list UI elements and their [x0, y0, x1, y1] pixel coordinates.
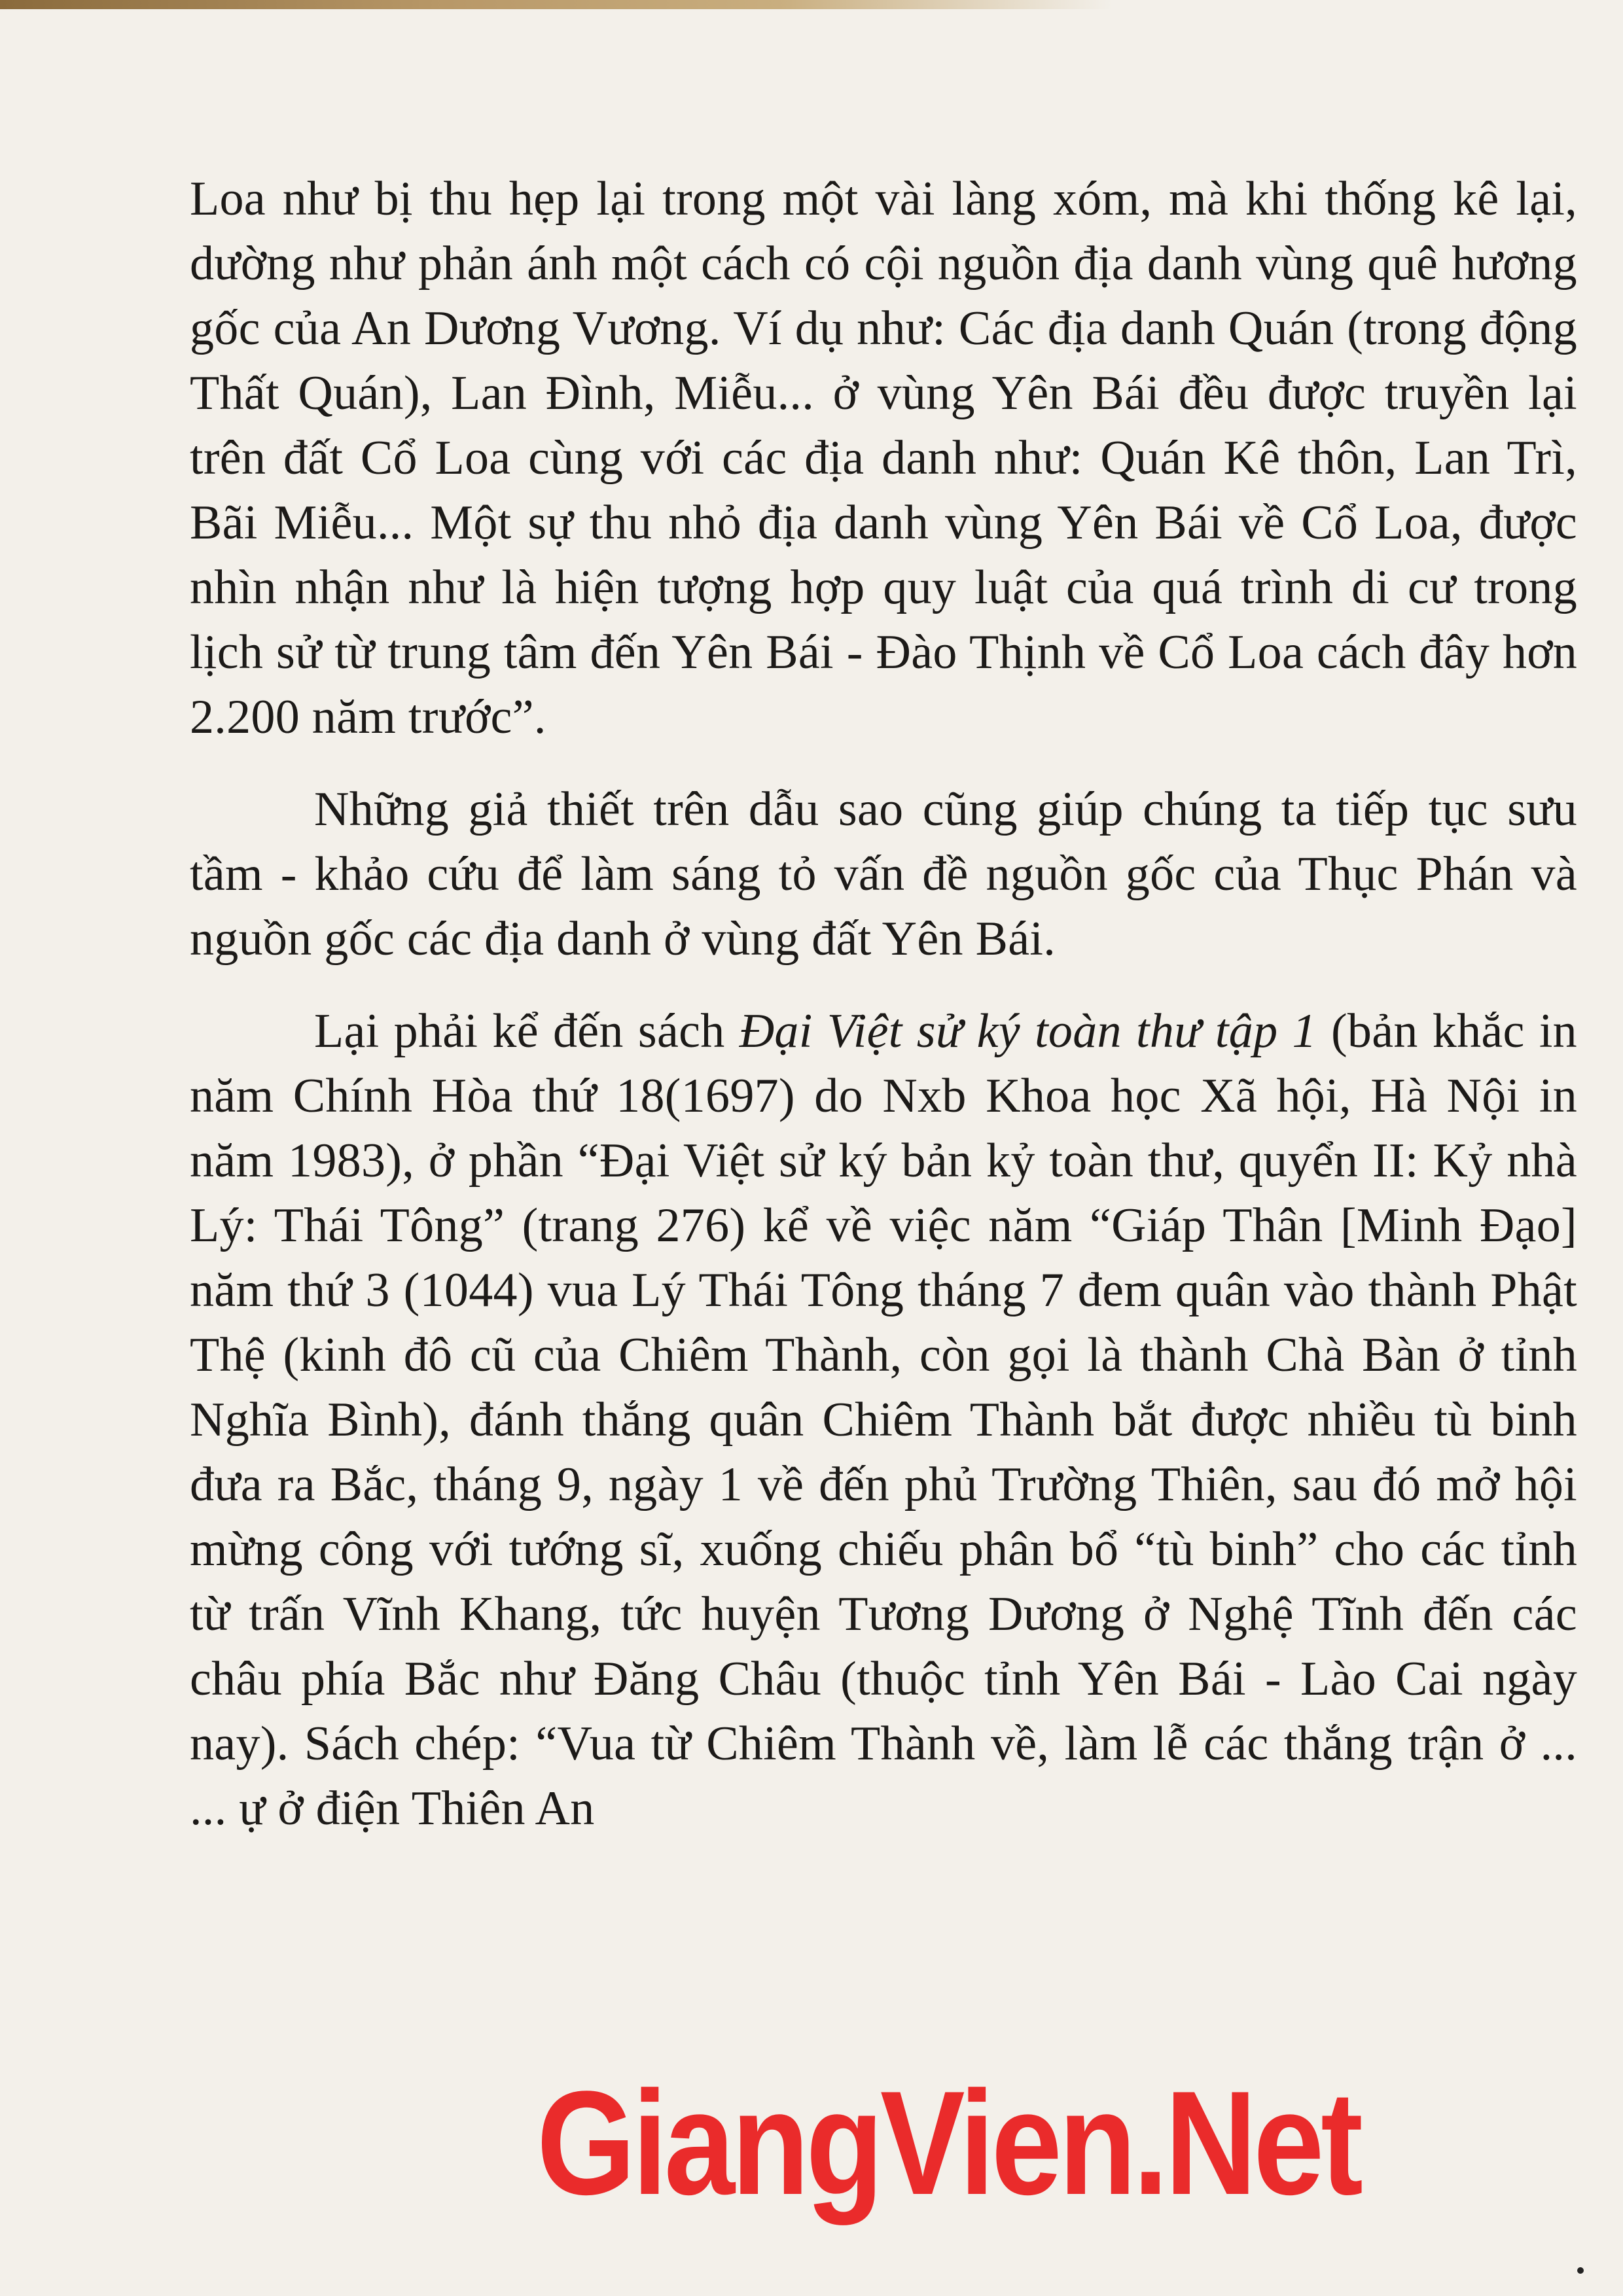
paragraph-2: Những giả thiết trên dẫu sao cũng giúp chúng ta tiếp tục sưu tầm - khảo cứu để làm sáng tỏ vấn đề nguồn gốc của Thục Phán và nguồn gốc các địa danh ở vùng đất Yên Bái. [190, 783, 1577, 966]
document-page [190, 167, 1577, 1841]
paragraph-3-body: (bản khắc in năm Chính Hòa thứ 18(1697) do Nxb Khoa học Xã hội, Hà Nội in năm 1983), ở phần “Đại Việt sử ký bản kỷ toàn thư, quyển II: Kỷ nhà Lý: Thái Tông” (trang 276) kể về việc năm “Giáp Thân [Minh Đạo] năm thứ 3 (1044) vua Lý Thái Tông tháng 7 đem quân vào thành Phật Thệ (kinh đô cũ của Chiêm Thành, còn gọi là thành Chà Bàn ở tỉnh Nghĩa Bình), đánh thắng quân Chiêm Thành bắt được nhiều tù binh đưa ra Bắc, tháng 9, ngày 1 về đến phủ Trường Thiên, sau đó mở hội mừng công với tướng sĩ, xuống chiếu phân bổ “tù binh” cho các tỉnh từ trấn Vĩnh Khang, tức huyện Tương Dương ở Nghệ Tĩnh đến các châu phía Bắc như Đăng Châu (thuộc tỉnh Yên Bái - Lào Cai ngày nay). Sách chép: “Vua từ Chiêm Thành về, làm lễ các thắng trận ở ... ... ự ở điện Thiên An [190, 1004, 1577, 1835]
book-title: Đại Việt sử ký toàn thư tập 1 [739, 1004, 1317, 1058]
watermark-logo: GiangVien.Net [537, 2060, 1360, 2225]
page-mark [1577, 2267, 1584, 2274]
paragraph-3 [190, 999, 1577, 1841]
page-top-edge [0, 0, 1113, 9]
paragraph-1: Loa như bị thu hẹp lại trong một vài làng xóm, mà khi thống kê lại, dường như phản ánh một cách có cội nguồn địa danh vùng quê hương gốc của An Dương Vương. Ví dụ như: Các địa danh Quán (trong động Thất Quán), Lan Đình, Miễu... ở vùng Yên Bái đều được truyền lại trên đất Cổ Loa cùng với các địa danh như: Quán Kê thôn, Lan Trì, Bãi Miễu... Một sự thu nhỏ địa danh vùng Yên Bái về Cổ Loa, được nhìn nhận như là hiện tượng hợp quy luật của quá trình di cư trong lịch sử từ trung tâm đến Yên Bái - Đào Thịnh về Cổ Loa cách đây hơn 2.200 năm trước”. [190, 172, 1577, 744]
paragraph-3-lead: Lại phải kể đến sách [314, 1004, 740, 1058]
